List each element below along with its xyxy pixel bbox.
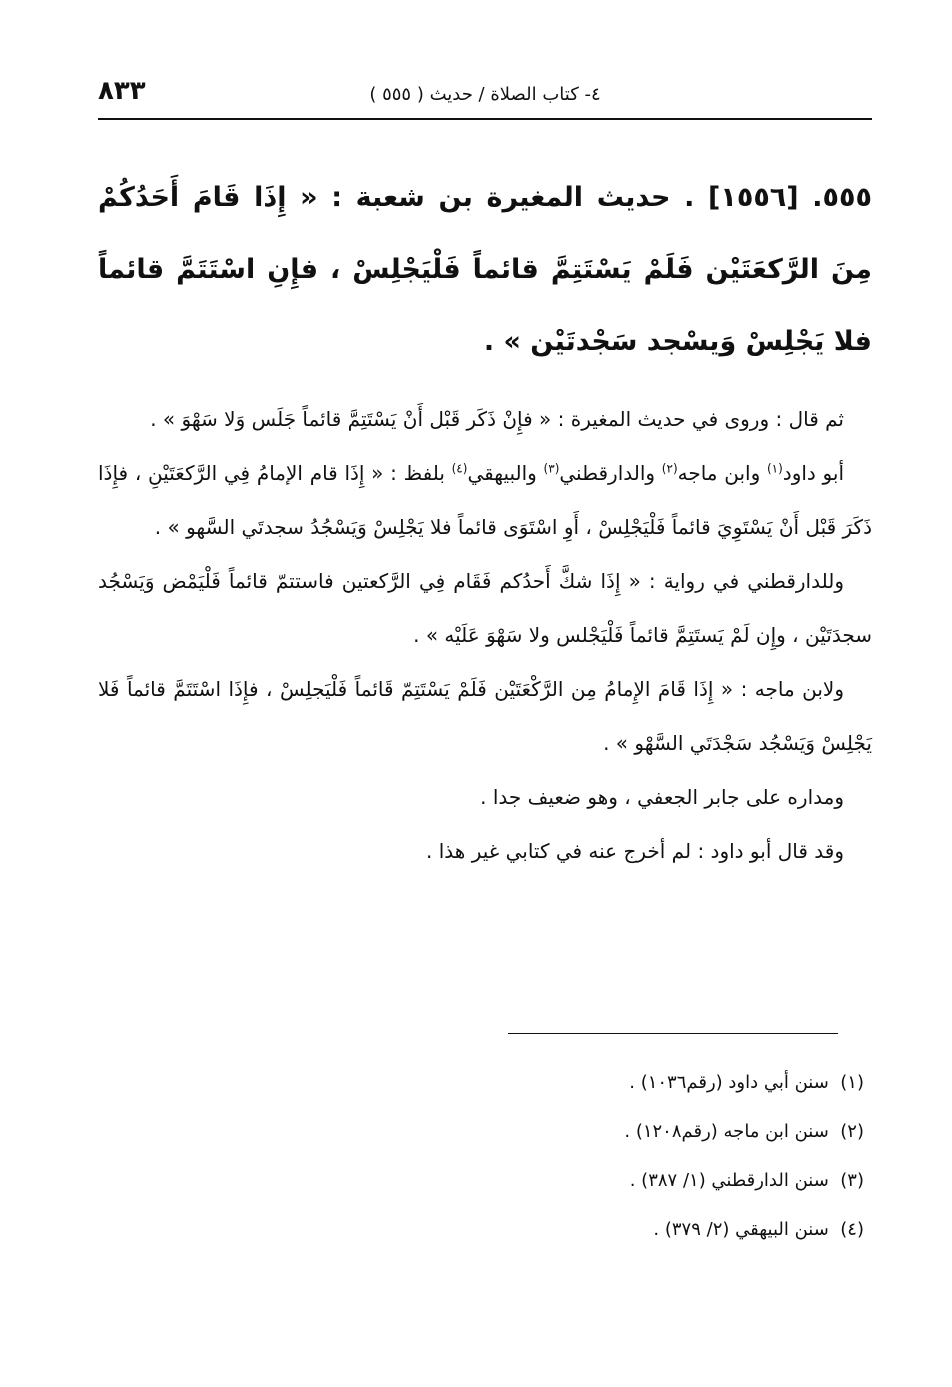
paragraph-2-part: والبيهقي — [467, 461, 544, 485]
paragraph-6: وقد قال أبو داود : لم أخرج عنه في كتابي غير هذا . — [426, 839, 844, 863]
hadith-text: إِذَا قَامَ أَحَدُكُمْ مِنَ الرَّكعَتَيْن فَلَمْ يَسْتَتِمَّ قائماً فَلْيَجْلِسْ ، فإِنِ اسْتَتَمَّ قائماً فلا يَجْلِسْ وَيسْجد سَجْدتَيْن » . — [98, 182, 872, 357]
footnotes — [98, 1062, 864, 1258]
main-text — [98, 162, 872, 878]
paragraph-2-part: بلفظ : « إِذَا قام الإمامُ فِي الرَّكعَتَيْنِ ، فإِذَا ذَكَرَ قَبْل أَنْ يَسْتَوِيَ قائماً فَلْيَجْلِسْ ، أَوِ اسْتَوَى قائماً فلا يَجْلِسْ وَيَسْجُدُ سجدتَي السَّهو » . — [98, 461, 872, 539]
paragraph-2 — [98, 446, 872, 554]
footnote-number: (١) — [840, 1072, 864, 1093]
paragraph-3: وللدارقطني في رواية : « إِذَا شكَّ أَحدُكم فَقَام فِي الرَّكعتين فاستتمّ قائماً فَلْيَمْض وَيَسْجُد سجدَتَيْن ، وإِن لَمْ يَستَتِمَّ قائماً فَلْيَجْلس ولا سَهْوَ عَلَيْه » . — [98, 569, 872, 647]
footnote-number: (٤) — [840, 1219, 864, 1240]
page-number: ٨٣٣ — [98, 76, 146, 106]
paragraph-2-part: وابن ماجه — [677, 461, 767, 485]
footnote-number: (٢) — [840, 1121, 864, 1142]
footnote-ref-2[interactable]: (٢) — [661, 461, 678, 476]
paragraph-2-part: أبو داود — [782, 461, 844, 485]
footnote-ref-3[interactable]: (٣) — [543, 461, 560, 476]
footnote-text: سنن الدارقطني (١/ ٣٨٧) . — [629, 1170, 829, 1191]
footnote-item — [98, 1209, 864, 1258]
running-head: ٤- كتاب الصلاة / حديث ( ٥٥٥ ) — [369, 84, 601, 105]
footnote-text: سنن أبي داود (رقم١٠٣٦) . — [629, 1072, 829, 1093]
footnote-divider — [508, 1033, 838, 1034]
footnote-text: سنن البيهقي (٢/ ٣٧٩) . — [653, 1219, 829, 1240]
hadith-intro: ٥٥٥. [١٥٥٦] . حديث المغيرة بن شعبة : « — [286, 182, 872, 213]
paragraph-4: ولابن ماجه : « إِذَا قَامَ الإِمامُ مِن الرَّكْعَتَيْن فَلَمْ يَسْتَتِمّ قَائماً فَلْيَجلِسْ ، فإِذَا اسْتَتَمَّ قائماً فَلا يَجْلِسْ وَيَسْجُد سَجْدَتَي السَّهْو » . — [98, 677, 872, 755]
hadith-heading — [98, 162, 872, 378]
footnote-item — [98, 1062, 864, 1111]
footnote-item — [98, 1111, 864, 1160]
paragraph-5: ومداره على جابر الجعفي ، وهو ضعيف جدا . — [480, 785, 844, 809]
footnote-text: سنن ابن ماجه (رقم١٢٠٨) . — [624, 1121, 829, 1142]
paragraph-2-part: والدارقطني — [559, 461, 662, 485]
paragraph-1: ثم قال : وروى في حديث المغيرة : « فإِنْ ذَكَر قَبْل أَنْ يَسْتَتِمَّ قائماً جَلَس وَلا سَهْوَ » . — [150, 407, 844, 431]
footnote-ref-1[interactable]: (١) — [766, 461, 783, 476]
footnote-item — [98, 1160, 864, 1209]
footnote-ref-4[interactable]: (٤) — [451, 461, 468, 476]
footnote-number: (٣) — [840, 1170, 864, 1191]
page-header — [98, 72, 872, 120]
